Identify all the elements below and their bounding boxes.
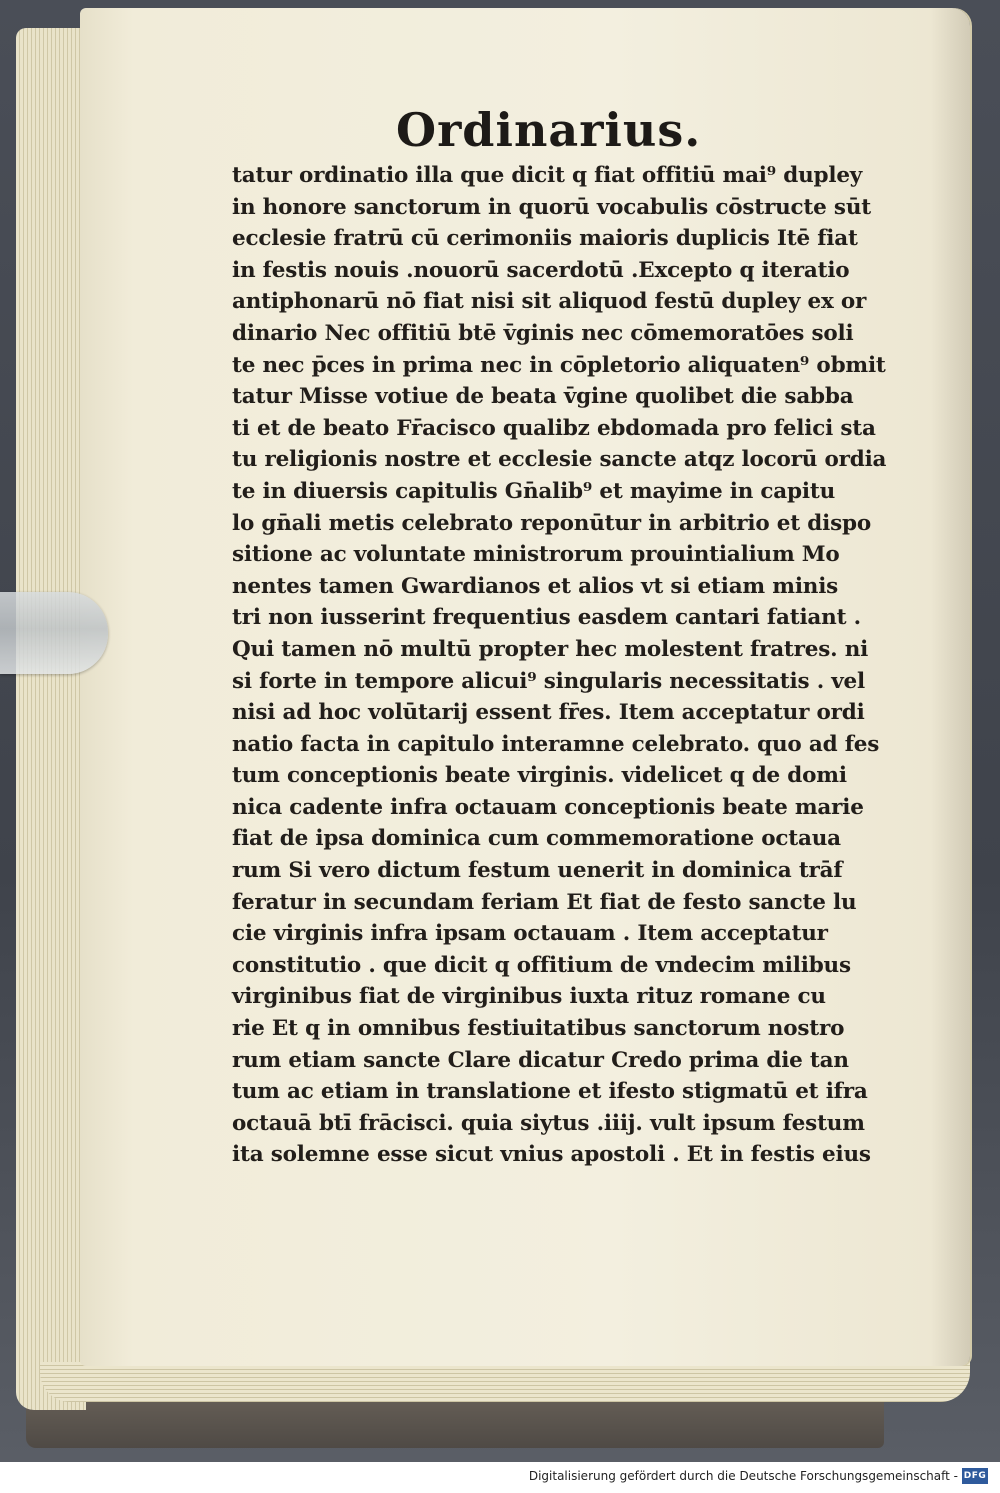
text-line: ti et de beato Fr̄acisco qualibz ebdomada pro felici sta	[232, 415, 876, 441]
text-line: tum conceptionis beate virginis. videlicet q de domi	[232, 763, 847, 789]
text-line: rum Si vero dictum festum uenerit in dominica trāf	[232, 858, 843, 884]
text-line: nica cadente infra octauam conceptionis beate marie	[232, 794, 864, 820]
text-line: tatur Misse votiue de beata v̄gine quolibet die sabba	[232, 384, 854, 410]
text-line: Qui tamen nō multū propter hec molestent fratres. ni	[232, 636, 869, 662]
text-line: si forte in tempore alicui⁹ singularis necessitatis . vel	[232, 668, 866, 694]
text-line: tu religionis nostre et ecclesie sancte atqz locorū ordia	[232, 447, 887, 473]
text-line: cie virginis infra ipsam octauam . Item acceptatur	[232, 921, 828, 947]
text-line: ita solemne esse sicut vnius apostoli . Et in festis eius	[232, 1142, 871, 1168]
bookmark-tab	[0, 592, 108, 674]
body-text	[232, 160, 887, 1171]
text-line: virginibus fiat de virginibus iuxta rituz romane cu	[232, 984, 826, 1010]
text-line: dinario Nec offitiū btē v̄ginis nec cōmemoratōes soli	[232, 320, 854, 346]
text-line: nisi ad hoc volūtarij essent fr̄es. Item acceptatur ordi	[232, 700, 865, 726]
text-line: nentes tamen Gwardianos et alios vt si etiam minis	[232, 573, 839, 599]
text-line: ecclesie fratrū cū cerimoniis maioris duplicis Itē fiat	[232, 226, 858, 252]
text-line: feratur in secundam feriam Et fiat de festo sancte lu	[232, 889, 857, 915]
text-line: antiphonarū nō fiat nisi sit aliquod festū dupley ex or	[232, 289, 867, 315]
text-line: te in diuersis capitulis Gn̄alib⁹ et mayime in capitu	[232, 478, 836, 504]
text-line: tri non iusserint frequentius easdem cantari fatiant .	[232, 605, 861, 631]
gutter-shadow	[930, 8, 970, 1366]
text-line: lo gn̄ali metis celebrato reponūtur in arbitrio et dispo	[232, 510, 871, 536]
funding-credit: Digitalisierung gefördert durch die Deutsche Forschungsgemeinschaft -	[528, 1469, 958, 1483]
text-line: rie Et q in omnibus festiuitatibus sanctorum nostro	[232, 1016, 845, 1042]
text-line: tatur ordinatio illa que dicit q fiat offitiū mai⁹ dupley	[232, 163, 863, 188]
text-line: natio facta in capitulo interamne celebrato. quo ad fes	[232, 731, 880, 757]
page-edges-left	[16, 28, 86, 1410]
page-edges-bottom	[40, 1362, 970, 1402]
text-line: fiat de ipsa dominica cum commemoratione octaua	[232, 826, 841, 852]
text-line: te nec p̄ces in prima nec in cōpletorio aliquaten⁹ obmit	[232, 352, 886, 378]
text-line: in festis nouis .nouorū sacerdotū .Excepto q iteratio	[232, 257, 850, 283]
text-line: constitutio . que dicit q offitium de vndecim milibus	[232, 952, 851, 978]
dfg-logo-icon: DFG	[962, 1468, 988, 1484]
text-line: octauā btī frācisci. quia siytus .iiij. vult ipsum festum	[232, 1110, 865, 1136]
running-head: Ordinarius.	[396, 103, 702, 157]
text-line: rum etiam sancte Clare dicatur Credo prima die tan	[232, 1047, 849, 1073]
footer-bar	[0, 1462, 1000, 1493]
text-line: tum ac etiam in translatione et ifesto stigmatū et ifra	[232, 1079, 868, 1105]
text-line: in honore sanctorum in quorū vocabulis cōstructe sūt	[232, 194, 871, 220]
text-line: sitione ac voluntate ministrorum prouintialium Mo	[232, 542, 840, 568]
